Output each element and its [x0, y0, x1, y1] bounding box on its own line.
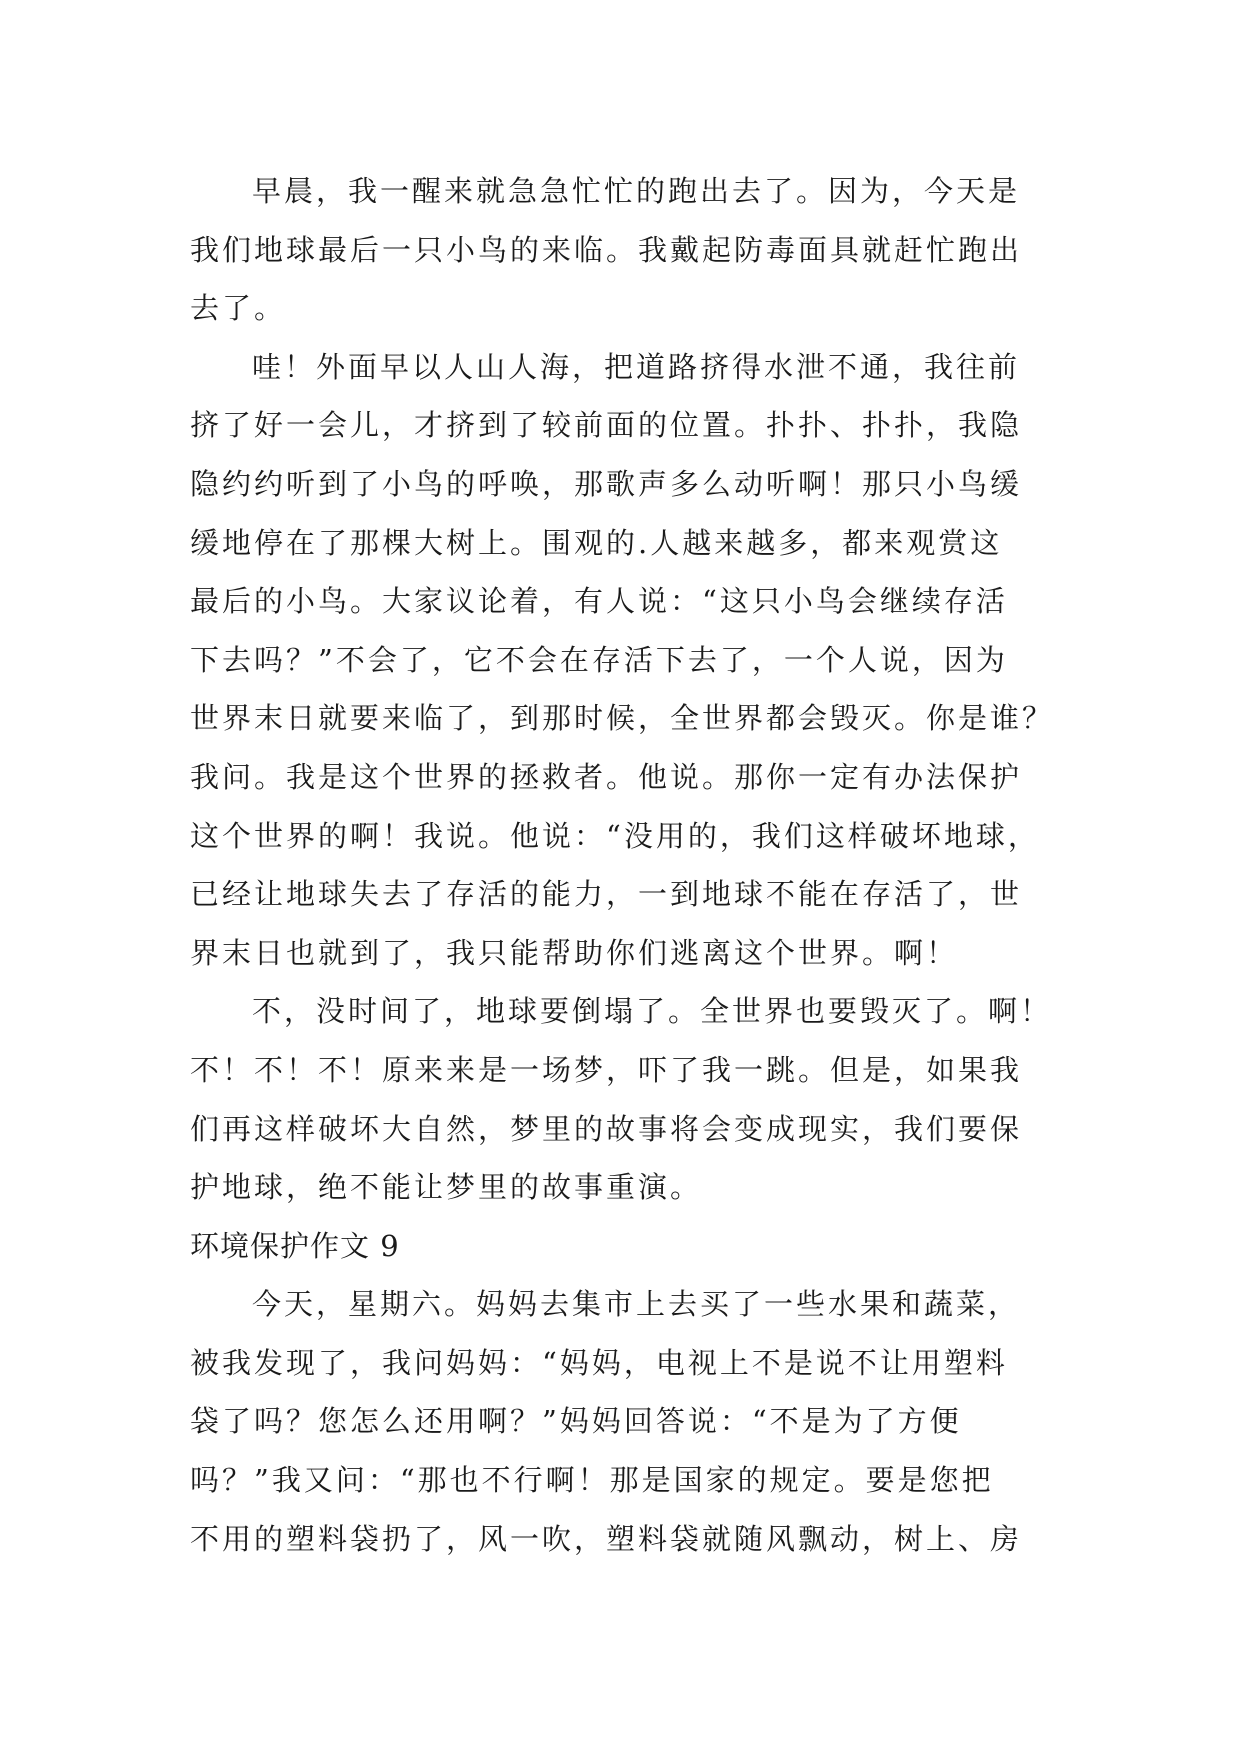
paragraph-line: 不用的塑料袋扔了，风一吹，塑料袋就随风飘动，树上、房 — [190, 1521, 1023, 1556]
paragraph-line: 下去吗？”不会了，它不会在存活下去了，一个人说，因为 — [190, 642, 1008, 677]
paragraph-line: 隐约约听到了小鸟的呼唤，那歌声多么动听啊！那只小鸟缓 — [190, 466, 1023, 501]
essay-body — [190, 162, 1090, 1568]
paragraph-line: 界末日也就到了，我只能帮助你们逃离这个世界。啊！ — [190, 935, 959, 970]
paragraph-line: 护地球，绝不能让梦里的故事重演。 — [190, 1170, 703, 1205]
paragraph-line: 不，没时间了，地球要倒塌了。全世界也要毁灭了。啊！ — [252, 994, 1053, 1029]
paragraph-line: 们再这样破坏大自然，梦里的故事将会变成现实，我们要保 — [190, 1111, 1023, 1146]
paragraph-line: 去了。 — [190, 291, 287, 326]
paragraph-line: 袋了吗？您怎么还用啊？”妈妈回答说：“不是为了方便 — [190, 1404, 962, 1439]
paragraph-line: 缓地停在了那棵大树上。围观的.人越来越多，都来观赏这 — [190, 525, 1003, 560]
paragraph-line: 这个世界的啊！我说。他说：“没用的，我们这样破坏地球， — [190, 818, 1040, 853]
paragraph-line: 吗？”我又问：“那也不行啊！那是国家的规定。要是您把 — [190, 1463, 994, 1498]
paragraph-line: 不！不！不！原来来是一场梦，吓了我一跳。但是，如果我 — [190, 1052, 1023, 1087]
paragraph-line: 已经让地球失去了存活的能力，一到地球不能在存活了，世 — [190, 877, 1023, 912]
paragraph-line: 挤了好一会儿，才挤到了较前面的位置。扑扑、扑扑，我隐 — [190, 408, 1023, 443]
paragraph-line: 早晨，我一醒来就急急忙忙的跑出去了。因为，今天是 — [252, 174, 1021, 208]
paragraph-line: 我们地球最后一只小鸟的来临。我戴起防毒面具就赶忙跑出 — [190, 232, 1023, 267]
paragraph-line: 我问。我是这个世界的拯救者。他说。那你一定有办法保护 — [190, 759, 1023, 794]
paragraph-line: 今天，星期六。妈妈去集市上去买了一些水果和蔬菜， — [252, 1287, 1021, 1322]
paragraph-line: 世界末日就要来临了，到那时候，全世界都会毁灭。你是谁？ — [190, 701, 1055, 736]
section-heading: 环境保护作文 9 — [190, 1228, 400, 1263]
paragraph-line: 哇！外面早以人山人海，把道路挤得水泄不通，我往前 — [252, 349, 1021, 384]
paragraph-line: 被我发现了，我问妈妈：“妈妈，电视上不是说不让用塑料 — [190, 1345, 1008, 1380]
paragraph-line: 最后的小鸟。大家议论着，有人说：“这只小鸟会继续存活 — [190, 584, 1008, 619]
